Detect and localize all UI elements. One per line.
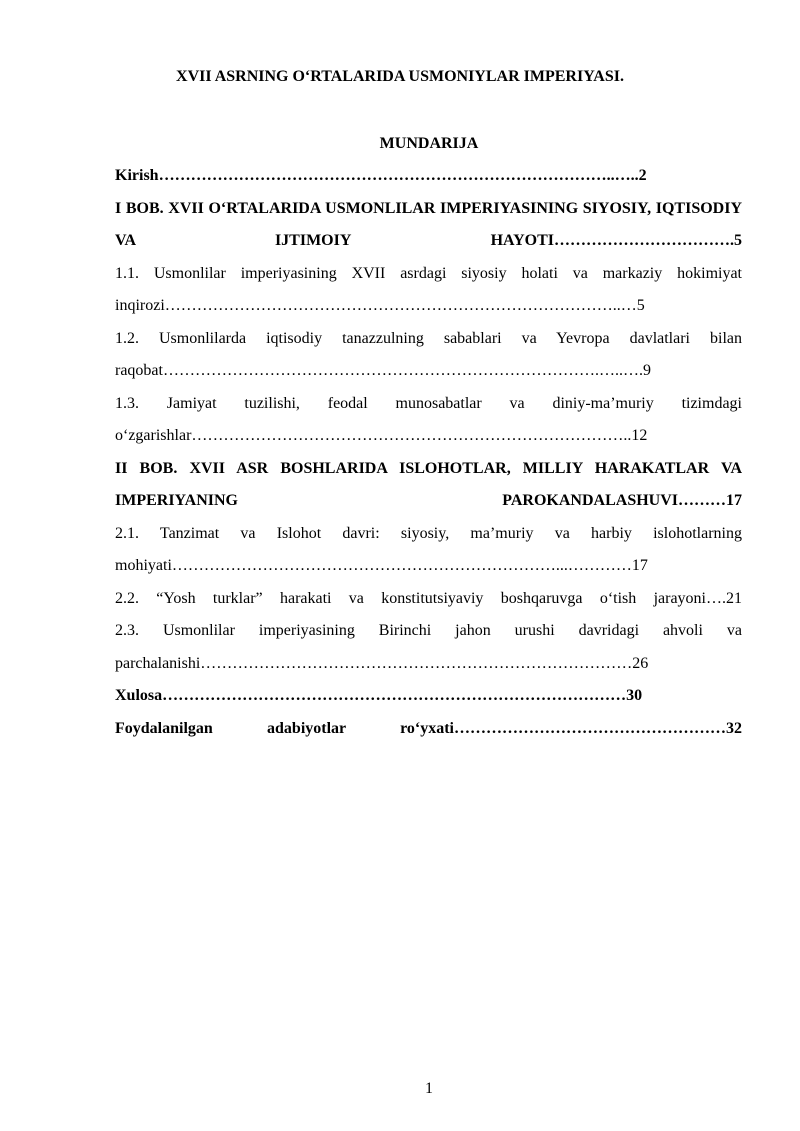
toc-entry-xulosa: Xulosa……………………………………………………………………………30: [115, 687, 643, 704]
table-of-contents: [115, 160, 742, 745]
toc-entry-kirish: Kirish…………………………………………………………………………..…..2: [115, 167, 647, 184]
toc-entry-chapter-1: I BOB. XVII O‘RTALARIDA USMONLILAR IMPERIYASINING SIYOSIY, IQTISODIY VA IJTIMOIY HAYOTI…………………………….5: [115, 199, 742, 249]
toc-heading: MUNDARIJA: [379, 135, 479, 152]
page-number: 1: [425, 1080, 433, 1097]
toc-entry-bibliography: Foydalanilgan adabiyotlar ro‘yxati……………………………………………32: [115, 719, 742, 737]
toc-entry-2-2: 2.2. “Yosh turklar” harakati va konstitutsiyaviy boshqaruvga o‘tish jarayoni….21: [115, 589, 742, 607]
document-title: XVII ASRNING O‘RTALARIDA USMONIYLAR IMPERIYASI.: [176, 68, 624, 85]
toc-entry-1-3: 1.3. Jamiyat tuzilishi, feodal munosabatlar va diniy-ma’muriy tizimdagi o‘zgarishlar………………………………………………………………………..12: [115, 394, 742, 444]
toc-entry-1-2: 1.2. Usmonlilarda iqtisodiy tanazzulning sabablari va Yevropa davlatlari bilan raqobat……………………………………………………………………….…..….9: [115, 329, 742, 379]
toc-entry-1-1: 1.1. Usmonlilar imperiyasining XVII asrdagi siyosiy holati va markaziy hokimiyat inqirozi…………………………………………………………………………..…5: [115, 264, 742, 314]
toc-entry-2-3: 2.3. Usmonlilar imperiyasining Birinchi jahon urushi davridagi ahvoli va parchalanishi………………………………………………………………………26: [115, 622, 742, 672]
toc-entry-2-1: 2.1. Tanzimat va Islohot davri: siyosiy, ma’muriy va harbiy islohotlarning mohiyati………………………………………………………………...…………17: [115, 524, 742, 574]
toc-entry-chapter-2: II BOB. XVII ASR BOSHLARIDA ISLOHOTLAR, MILLIY HARAKATLAR VA IMPERIYANING PAROKANDALASHUVI………17: [115, 459, 742, 509]
